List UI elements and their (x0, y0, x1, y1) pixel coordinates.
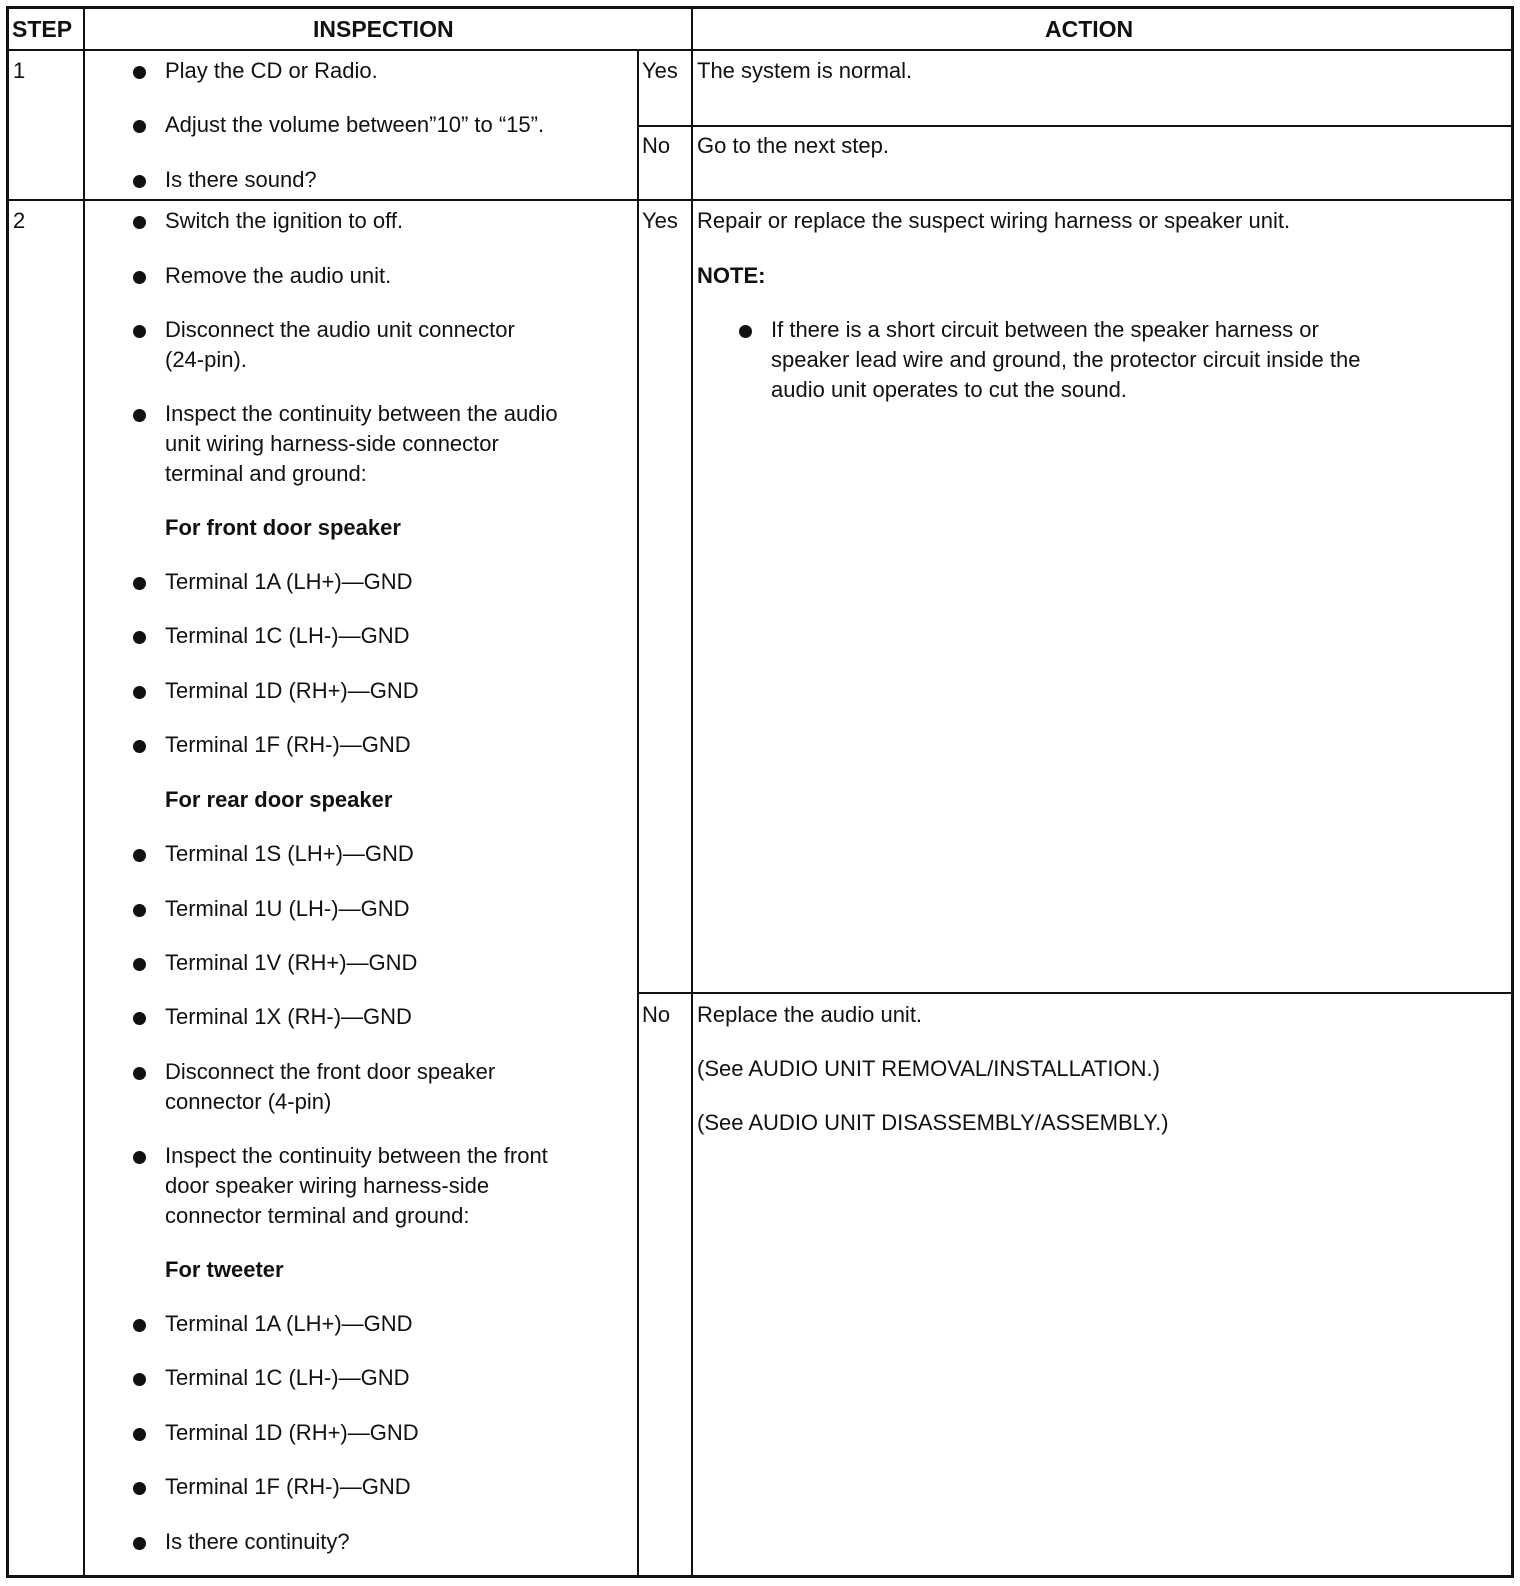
bullet-icon (133, 577, 146, 590)
bullet-icon (133, 904, 146, 917)
step1-inspection-item: Is there sound? (165, 167, 317, 192)
step2-inspection-item-cont: connector terminal and ground: (165, 1203, 470, 1228)
step1-inspection-item: Adjust the volume between”10” to “15”. (165, 112, 545, 137)
step2-inspection-item-cont: terminal and ground: (165, 461, 367, 486)
step-number-1: 1 (13, 58, 26, 83)
step2-inspection-item: Remove the audio unit. (165, 263, 392, 288)
rear-terminal-item: Terminal 1S (LH+)—GND (165, 841, 414, 866)
divider-step2-yes-no (637, 992, 1511, 994)
header-action: ACTION (1045, 16, 1134, 42)
note-text: If there is a short circuit between the speaker harness or (771, 317, 1319, 342)
step2-inspection-item: Disconnect the front door speaker (165, 1059, 496, 1084)
bullet-icon (133, 1319, 146, 1332)
bullet-icon (133, 271, 146, 284)
step2-no-reference: (See AUDIO UNIT DISASSEMBLY/ASSEMBLY.) (697, 1110, 1169, 1135)
divider-step-col (83, 9, 85, 1575)
bullet-icon (133, 1537, 146, 1550)
step1-no-action: Go to the next step. (697, 133, 890, 158)
rear-terminal-item: Terminal 1U (LH-)—GND (165, 896, 410, 921)
front-door-heading: For front door speaker (165, 515, 401, 540)
bullet-icon (133, 216, 146, 229)
step1-inspection-item: Play the CD or Radio. (165, 58, 378, 83)
step2-inspection-item: Inspect the continuity between the audio (165, 401, 558, 426)
step-number-2: 2 (13, 208, 26, 233)
bullet-icon (133, 740, 146, 753)
tweeter-terminal-item: Terminal 1F (RH-)—GND (165, 1474, 411, 1499)
step2-question: Is there continuity? (165, 1529, 350, 1554)
note-heading: NOTE: (697, 263, 766, 288)
bullet-icon (133, 325, 146, 338)
note-text-cont: audio unit operates to cut the sound. (771, 377, 1127, 402)
bullet-icon (133, 120, 146, 133)
step1-yes-label: Yes (642, 58, 678, 83)
divider-inspection-col (691, 9, 693, 50)
note-text-cont: speaker lead wire and ground, the protector circuit inside the (771, 347, 1361, 372)
step2-inspection-item-cont: door speaker wiring harness-side (165, 1173, 490, 1198)
bullet-icon (133, 958, 146, 971)
step2-no-label: No (642, 1002, 671, 1027)
bullet-icon (133, 631, 146, 644)
bullet-icon (133, 409, 146, 422)
step2-yes-label: Yes (642, 208, 678, 233)
divider-step1-step2 (9, 199, 1511, 201)
rear-terminal-item: Terminal 1V (RH+)—GND (165, 950, 418, 975)
divider-header (9, 49, 1511, 51)
tweeter-terminal-item: Terminal 1D (RH+)—GND (165, 1420, 419, 1445)
front-terminal-item: Terminal 1A (LH+)—GND (165, 569, 413, 594)
step2-inspection-item: Inspect the continuity between the front (165, 1143, 548, 1168)
step2-inspection-item-cont: (24-pin). (165, 347, 247, 372)
step2-inspection-item: Disconnect the audio unit connector (165, 317, 515, 342)
step1-no-label: No (642, 133, 671, 158)
front-terminal-item: Terminal 1F (RH-)—GND (165, 732, 411, 757)
bullet-icon (133, 686, 146, 699)
step2-inspection-item: Switch the ignition to off. (165, 208, 404, 233)
step2-inspection-item-cont: connector (4-pin) (165, 1089, 332, 1114)
tweeter-heading: For tweeter (165, 1257, 284, 1282)
bullet-icon (133, 849, 146, 862)
bullet-icon (739, 325, 752, 338)
divider-step1-yes-no (637, 125, 1511, 127)
step2-no-action: Replace the audio unit. (697, 1002, 923, 1027)
header-inspection: INSPECTION (313, 16, 454, 42)
rear-door-heading: For rear door speaker (165, 787, 393, 812)
tweeter-terminal-item: Terminal 1C (LH-)—GND (165, 1365, 410, 1390)
tweeter-terminal-item: Terminal 1A (LH+)—GND (165, 1311, 413, 1336)
inspection-table (6, 6, 1514, 1578)
bullet-icon (133, 1482, 146, 1495)
bullet-icon (133, 1067, 146, 1080)
front-terminal-item: Terminal 1D (RH+)—GND (165, 678, 419, 703)
step2-yes-action: Repair or replace the suspect wiring harness or speaker unit. (697, 208, 1291, 233)
divider-result-col (637, 50, 639, 1575)
front-terminal-item: Terminal 1C (LH-)—GND (165, 623, 410, 648)
bullet-icon (133, 175, 146, 188)
step1-yes-action: The system is normal. (697, 58, 913, 83)
bullet-icon (133, 1151, 146, 1164)
step2-no-reference: (See AUDIO UNIT REMOVAL/INSTALLATION.) (697, 1056, 1160, 1081)
bullet-icon (133, 66, 146, 79)
header-step: STEP (12, 16, 73, 42)
bullet-icon (133, 1428, 146, 1441)
divider-action-col (691, 50, 693, 1575)
bullet-icon (133, 1012, 146, 1025)
bullet-icon (133, 1373, 146, 1386)
rear-terminal-item: Terminal 1X (RH-)—GND (165, 1004, 412, 1029)
step2-inspection-item-cont: unit wiring harness-side connector (165, 431, 499, 456)
